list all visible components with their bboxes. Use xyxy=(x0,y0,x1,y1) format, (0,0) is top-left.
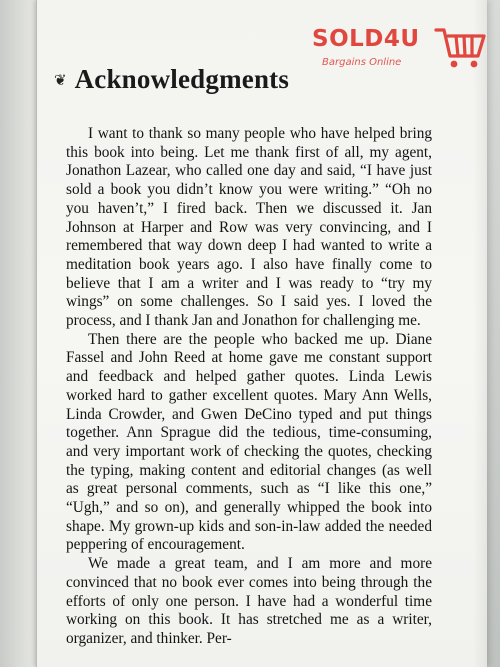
book-spine-edge xyxy=(0,0,40,667)
fleuron-ornament-icon: ❦ xyxy=(54,70,67,89)
paragraph-1: I want to thank so many people who have helped bring this book into being. Let me thank first of all, my agent, Jonathon Lazear, who called one day and said, “I have just sold a book you didn’t know you were writing.” “Oh no you haven’t,” I fired back. Then we discussed it. Jan Johnson at Harper and Row was very convincing, and I remembered that way down deep I had wanted to write a meditation book years ago. I also have finally come to believe that I am a writer and I was ready to “try my wings” on some challenges. So I said yes. I loved the process, and I thank Jan and Jonathon for challenging me. xyxy=(66,125,432,330)
paragraph-3: We made a great team, and I am more and more convinced that no book ever comes into being through the efforts of only one person. I have had a wonderful time working on this book. It has stretched me as a writer, organizer, and thinker. Per- xyxy=(66,555,432,647)
page-title: Acknowledgments xyxy=(74,64,290,94)
watermark-brand: SOLD4U xyxy=(312,26,420,52)
acknowledgments-text xyxy=(66,125,432,649)
paragraph-2: Then there are the people who backed me up. Diane Fassel and John Reed at home gave me constant support and feedback and helped gather quotes. Linda Lewis worked hard to gather excellent quotes. Mary Ann Wells, Linda Crowder, and Gwen DeCino typed and put things together. Ann Sprague did the tedious, time-consuming, and very important work of checking the quotes, checking the typing, making content and editorial changes (as well as great personal comments, such as “I like this one,” “Ugh,” and so on), and generally whipped the book into shape. My grown-up kids and son-in-law added the needed peppering of encouragement. xyxy=(66,330,432,554)
watermark-tagline: Bargains Online xyxy=(322,57,402,68)
shopping-cart-icon xyxy=(432,22,488,72)
chapter-heading xyxy=(54,64,289,95)
page-shadow xyxy=(473,0,487,667)
seller-watermark xyxy=(312,22,490,82)
